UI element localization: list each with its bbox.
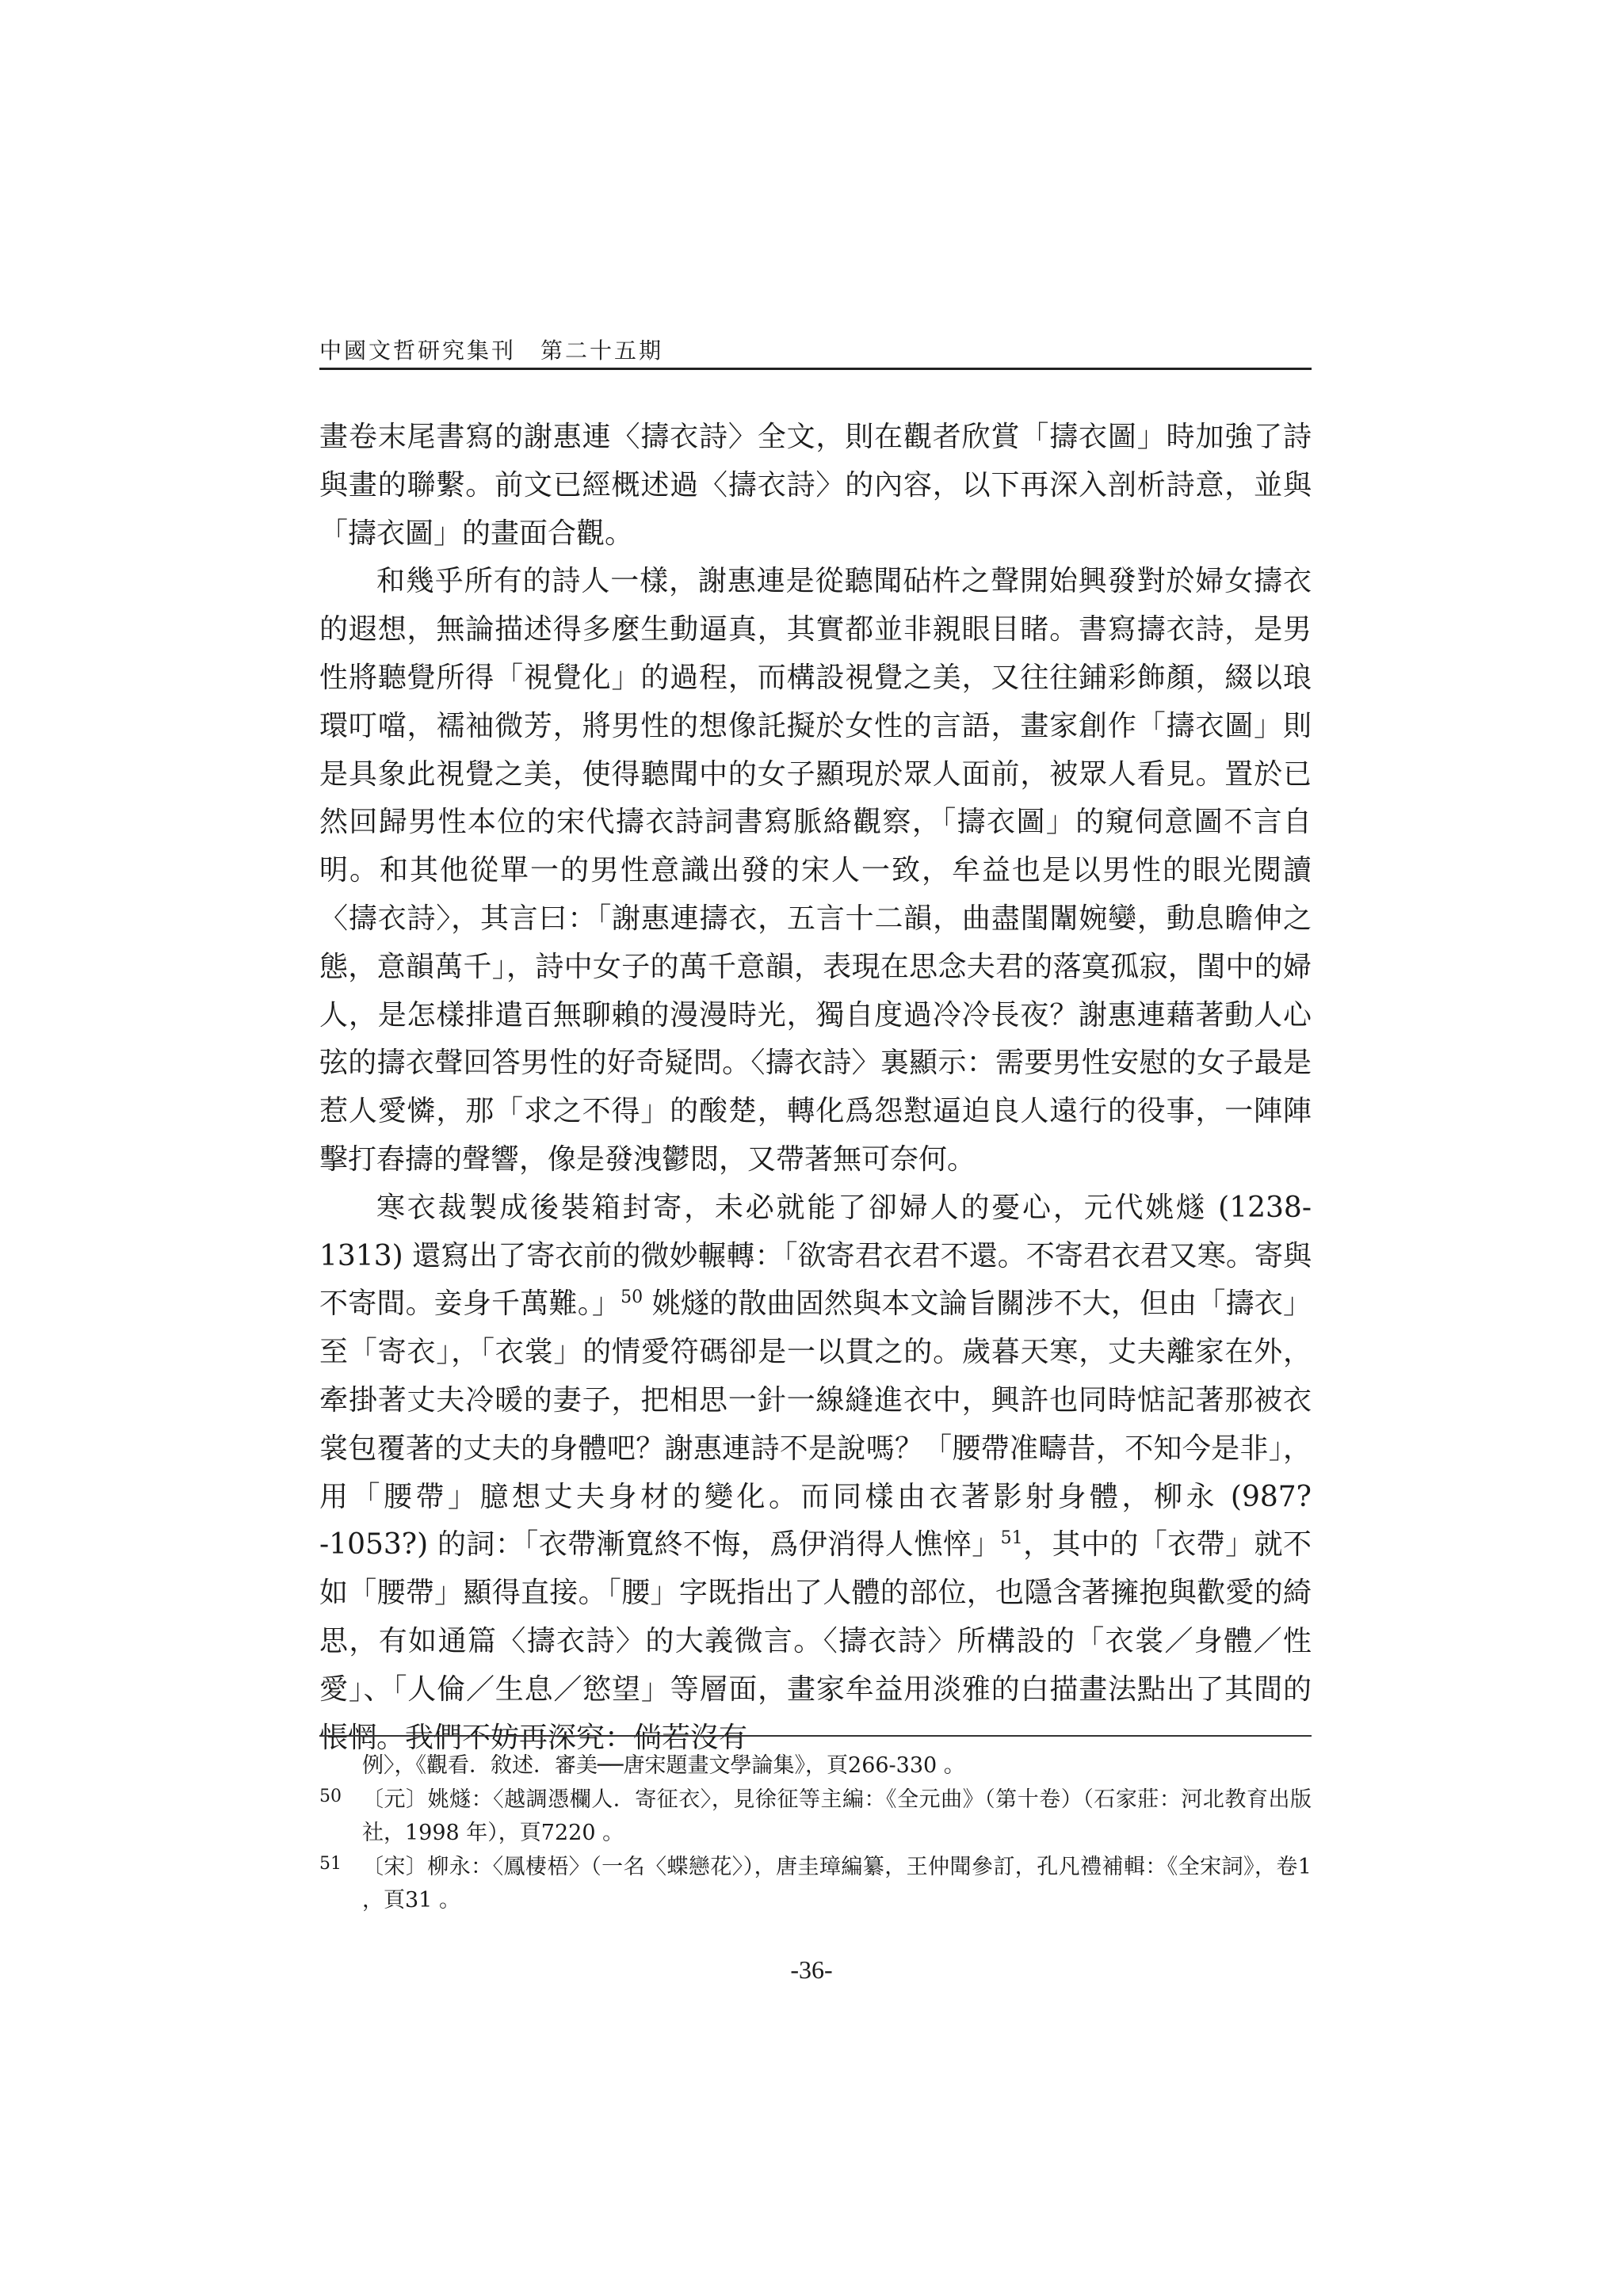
footnote-51	[319, 1851, 1312, 1918]
footnote-reference: 50	[621, 1287, 643, 1308]
footnote-text: 〔元〕姚燧：〈越調憑欄人．寄征衣〉，見徐征等主編：《全元曲》（第十卷）（石家莊：河北教育出版社，1998 年），頁7220 。	[362, 1787, 1312, 1845]
footnote-number: 50	[319, 1786, 342, 1806]
footnote-50	[319, 1783, 1312, 1851]
body-paragraph	[319, 1184, 1312, 1763]
body-paragraph	[319, 414, 1312, 558]
paragraph-text: 和幾乎所有的詩人一樣，謝惠連是從聽聞砧杵之聲開始興發對於婦女擣衣的遐想，無論描述得多麼生動逼真，其實都並非親眼目睹。書寫擣衣詩，是男性將聽覺所得「視覺化」的過程，而構設視覺之美，又往往鋪彩飾顏，綴以琅環叮噹，襦袖微芳，將男性的想像託擬於女性的言語，畫家創作「擣衣圖」則是具象此視覺之美，使得聽聞中的女子顯現於眾人面前，被眾人看見。置於已然回歸男性本位的宋代擣衣詩詞書寫脈絡觀察，「擣衣圖」的窺伺意圖不言自明。和其他從單一的男性意識出發的宋人一致，牟益也是以男性的眼光閱讀〈擣衣詩〉，其言曰：「謝惠連擣衣，五言十二韻，曲盡閨闈婉孌，動息瞻伸之態，意韻萬千」，詩中女子的萬千意韻，表現在思念夫君的落寞孤寂，閨中的婦人，是怎樣排遣百無聊賴的漫漫時光，獨自度過冷冷長夜？謝惠連藉著動人心弦的擣衣聲回答男性的好奇疑問。〈擣衣詩〉裏顯示：需要男性安慰的女子最是惹人愛憐，那「求之不得」的酸楚，轉化爲怨懟逼迫良人遠行的役事，一陣陣擊打舂擣的聲響，像是發洩鬱悶，又帶著無可奈何。	[319, 565, 1312, 1176]
main-text	[319, 414, 1312, 1762]
paragraph-text: 姚燧的散曲固然與本文論旨關涉不大，但由「擣衣」至「寄衣」，「衣裳」的情愛符碼卻是一以貫之的。歲暮天寒，丈夫離家在外，牽掛著丈夫冷暖的妻子，把相思一針一線縫進衣中，興許也同時惦記著那被衣裳包覆著的丈夫的身體吧？謝惠連詩不是說嗎？「腰帶准疇昔，不知今是非」，用「腰帶」臆想丈夫身材的變化。而同樣由衣著影射身體，柳永 (987?-1053?) 的詞：「衣帶漸寬終不悔，爲伊消得人憔悴」	[319, 1287, 1312, 1562]
footnote-reference: 51	[1000, 1528, 1023, 1549]
header-rule	[319, 368, 1312, 370]
paragraph-text: 寒衣裁製成後裝箱封寄，未必就能了卻婦人的憂心，元代姚燧 (1238-1313) 還寫出了寄衣前的微妙輾轉：「欲寄君衣君不還。不寄君衣君又寒。寄與不寄間。妾身千萬難。」	[319, 1191, 1312, 1321]
body-paragraph	[319, 558, 1312, 1184]
footnote-continuation-text: 例〉，《觀看．敘述．審美──唐宋題畫文學論集》，頁266-330 。	[362, 1753, 965, 1778]
footnote-rule	[319, 1735, 1312, 1737]
footnote-text: 〔宋〕柳永：〈鳳棲梧〉（一名〈蝶戀花〉），唐圭璋編纂，王仲聞參訂，孔凡禮補輯：《全宋詞》，卷1 ，頁31 。	[362, 1854, 1312, 1913]
footnote-continuation	[319, 1749, 1312, 1783]
paragraph-text: 畫卷末尾書寫的謝惠連〈擣衣詩〉全文，則在觀者欣賞「擣衣圖」時加強了詩與畫的聯繫。前文已經概述過〈擣衣詩〉的內容，以下再深入剖析詩意，並與「擣衣圖」的畫面合觀。	[319, 421, 1312, 550]
footnote-number: 51	[319, 1853, 342, 1874]
paragraph-text: ，其中的「衣帶」就不如「腰帶」顯得直接。「腰」字既指出了人體的部位，也隱含著擁抱與歡愛的綺思，有如通篇〈擣衣詩〉的大義微言。〈擣衣詩〉所構設的「衣裳／身體／性愛」、「人倫／生息／慾望」等層面，畫家牟益用淡雅的白描畫法點出了其間的悵惘。我們不妨再深究：倘若沒有	[319, 1528, 1312, 1754]
footnotes	[319, 1749, 1312, 1918]
page-number: -36-	[790, 1955, 833, 1984]
running-header: 中國文哲研究集刊 第二十五期	[319, 338, 664, 364]
